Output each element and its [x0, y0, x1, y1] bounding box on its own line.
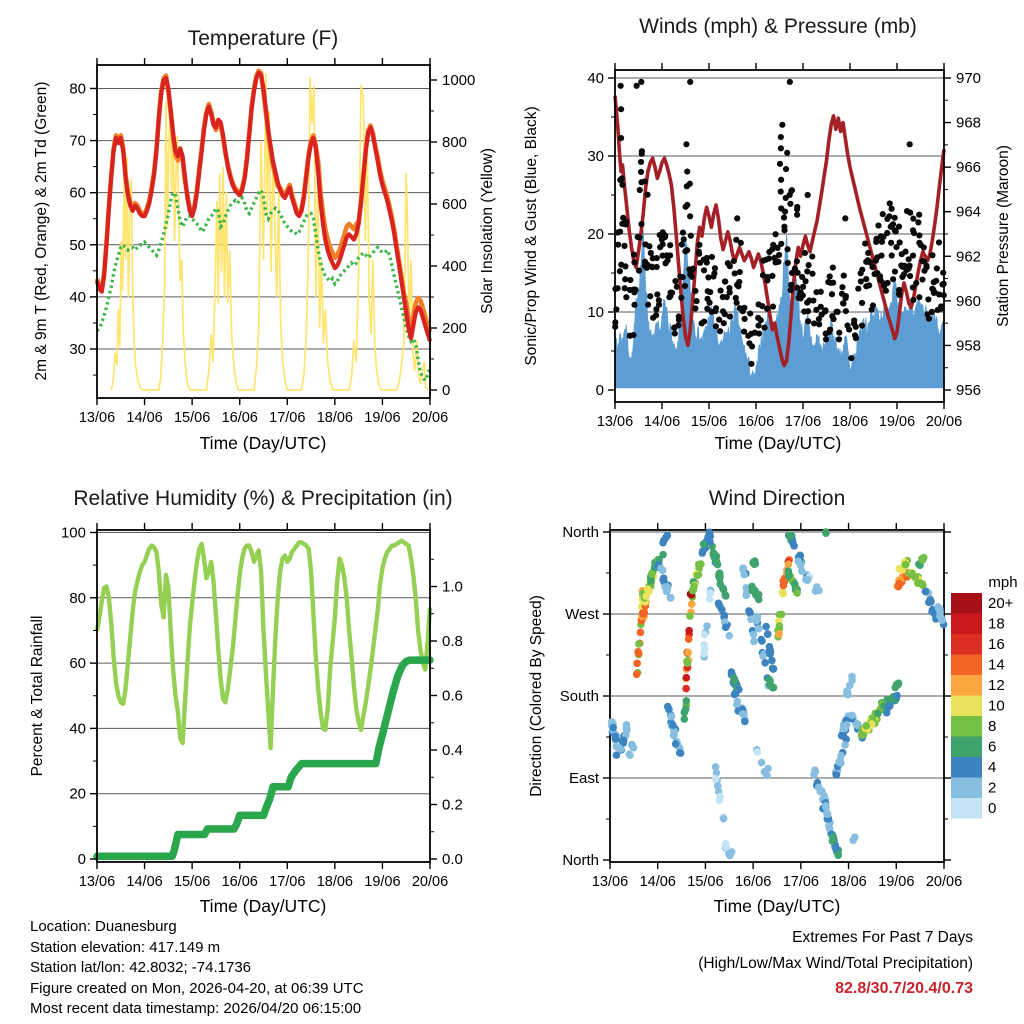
svg-text:1.0: 1.0: [442, 578, 463, 596]
svg-text:956: 956: [956, 382, 982, 399]
svg-text:10: 10: [587, 304, 604, 321]
panel-title-winds-pressure: Winds (mph) & Pressure (mb): [639, 15, 917, 38]
legend-title: mph: [988, 574, 1018, 591]
svg-text:1000: 1000: [442, 72, 476, 89]
svg-text:Solar Insolation (Yellow): Solar Insolation (Yellow): [479, 148, 496, 314]
svg-text:17/06: 17/06: [269, 874, 306, 890]
svg-text:13/06: 13/06: [591, 874, 629, 890]
svg-text:17/06: 17/06: [782, 874, 820, 890]
svg-text:14: 14: [988, 656, 1005, 674]
svg-text:958: 958: [956, 337, 982, 355]
temperature-panel: [33, 58, 496, 426]
svg-text:80: 80: [69, 80, 86, 98]
svg-text:0: 0: [77, 851, 86, 868]
svg-text:20: 20: [69, 785, 86, 803]
svg-text:17/06: 17/06: [269, 410, 306, 426]
series-wind-direction-dots: [608, 528, 947, 859]
station-info: [30, 917, 364, 1020]
svg-text:0.4: 0.4: [442, 742, 463, 759]
svg-text:20/06: 20/06: [925, 414, 963, 430]
svg-text:10: 10: [988, 697, 1005, 715]
svg-text:13/06: 13/06: [78, 874, 116, 890]
svg-text:80: 80: [69, 589, 86, 607]
svg-text:15/06: 15/06: [173, 410, 211, 426]
svg-text:0.0: 0.0: [442, 851, 463, 868]
svg-text:30: 30: [69, 341, 86, 359]
svg-text:70: 70: [69, 132, 86, 150]
series-relative-humidity: [97, 541, 430, 748]
svg-text:19/06: 19/06: [878, 874, 915, 890]
svg-text:4: 4: [988, 759, 997, 776]
svg-text:Sonic/Prop Wind & Gust (Blue,: Sonic/Prop Wind & Gust (Blue, Black): [523, 106, 540, 366]
svg-text:16/06: 16/06: [221, 410, 258, 426]
svg-text:0.8: 0.8: [442, 633, 463, 650]
svg-text:968: 968: [956, 114, 982, 132]
svg-text:800: 800: [442, 134, 468, 151]
svg-text:2: 2: [988, 779, 997, 797]
svg-text:18/06: 18/06: [316, 410, 354, 426]
series-total-rainfall: [97, 660, 430, 856]
humidity-precip-panel: [29, 523, 463, 890]
extremes-subheading: (High/Low/Max Wind/Total Precipitation): [698, 954, 973, 972]
svg-text:14/06: 14/06: [643, 414, 681, 430]
svg-text:19/06: 19/06: [878, 414, 916, 430]
station-elevation: Station elevation: 417.149 m: [30, 938, 221, 956]
svg-text:960: 960: [956, 292, 982, 310]
svg-text:100: 100: [60, 524, 86, 542]
x-axis-label-wind-direction: Time (Day/UTC): [713, 896, 841, 916]
svg-text:40: 40: [69, 288, 86, 306]
extremes-values: 82.8/30.7/20.4/0.73: [835, 980, 973, 997]
svg-text:40: 40: [69, 720, 86, 738]
svg-text:0: 0: [988, 800, 997, 817]
svg-text:964: 964: [956, 203, 982, 221]
extremes-heading: Extremes For Past 7 Days: [792, 929, 973, 946]
svg-text:16/06: 16/06: [737, 414, 775, 430]
svg-text:North: North: [562, 524, 599, 542]
svg-text:20: 20: [587, 226, 604, 243]
svg-text:50: 50: [69, 236, 86, 254]
svg-text:16/06: 16/06: [221, 874, 258, 890]
svg-text:0.6: 0.6: [442, 687, 463, 705]
x-axis-label-temperature: Time (Day/UTC): [199, 433, 327, 453]
svg-text:600: 600: [442, 196, 468, 213]
svg-text:19/06: 19/06: [364, 410, 401, 426]
x-axis-label-humidity: Time (Day/UTC): [199, 896, 327, 916]
figure-created-timestamp: Figure created on Mon, 2026-04-20, at 06:39 UTC: [30, 979, 364, 997]
svg-text:17/06: 17/06: [784, 414, 822, 430]
svg-text:18/06: 18/06: [316, 874, 354, 890]
station-latlon: Station lat/lon: 42.8032; -74.1736: [30, 959, 252, 976]
svg-text:East: East: [568, 770, 599, 788]
svg-text:15/06: 15/06: [173, 874, 211, 890]
svg-text:0.2: 0.2: [442, 796, 463, 814]
svg-text:0: 0: [595, 382, 604, 399]
svg-text:40: 40: [587, 70, 604, 87]
svg-text:15/06: 15/06: [687, 874, 724, 890]
svg-text:West: West: [565, 606, 599, 624]
svg-text:13/06: 13/06: [596, 414, 634, 430]
svg-text:400: 400: [442, 258, 468, 275]
svg-text:970: 970: [956, 69, 982, 87]
svg-text:12: 12: [988, 677, 1005, 694]
svg-text:30: 30: [587, 148, 604, 165]
svg-text:15/06: 15/06: [690, 414, 728, 430]
svg-text:16/06: 16/06: [734, 874, 772, 890]
svg-text:966: 966: [956, 159, 982, 177]
svg-text:18/06: 18/06: [830, 874, 867, 890]
winds-pressure-panel: [523, 63, 1012, 430]
most-recent-data-timestamp: Most recent data timestamp: 2026/04/20 06:15:00: [30, 1000, 362, 1017]
extremes-summary: [698, 925, 973, 1002]
svg-text:962: 962: [956, 248, 982, 266]
svg-text:South: South: [559, 688, 599, 706]
svg-text:20/06: 20/06: [925, 874, 963, 890]
svg-text:16: 16: [988, 636, 1005, 653]
speed-color-legend: [951, 574, 1018, 819]
svg-text:2m & 9m T (Red, Orange) & 2m T: 2m & 9m T (Red, Orange) & 2m Td (Green): [33, 81, 50, 381]
station-location: Location: Duanesburg: [30, 918, 177, 935]
svg-text:60: 60: [69, 184, 86, 202]
svg-text:18: 18: [988, 615, 1005, 633]
svg-text:North: North: [562, 852, 599, 869]
x-axis-label-winds: Time (Day/UTC): [714, 433, 842, 453]
svg-text:14/06: 14/06: [126, 874, 163, 890]
svg-text:20+: 20+: [988, 595, 1014, 612]
svg-text:20/06: 20/06: [411, 410, 449, 426]
svg-text:0: 0: [442, 382, 451, 399]
svg-text:60: 60: [69, 655, 86, 673]
svg-text:18/06: 18/06: [831, 414, 869, 430]
svg-text:14/06: 14/06: [639, 874, 676, 890]
svg-text:200: 200: [442, 320, 468, 337]
svg-text:Percent & Total Rainfall: Percent & Total Rainfall: [29, 615, 46, 777]
svg-text:14/06: 14/06: [126, 410, 163, 426]
svg-text:13/06: 13/06: [78, 410, 116, 426]
svg-text:Station Pressure (Maroon): Station Pressure (Maroon): [995, 145, 1012, 327]
svg-text:8: 8: [988, 718, 997, 735]
svg-text:6: 6: [988, 738, 997, 756]
panel-title-temperature: Temperature (F): [187, 27, 339, 50]
svg-text:20/06: 20/06: [411, 874, 449, 890]
svg-text:19/06: 19/06: [364, 874, 401, 890]
svg-text:Direction (Colored By Speed): Direction (Colored By Speed): [528, 595, 545, 797]
panel-title-humidity-precip: Relative Humidity (%) & Precipitation (in): [73, 487, 453, 510]
panel-title-wind-direction: Wind Direction: [708, 487, 846, 510]
